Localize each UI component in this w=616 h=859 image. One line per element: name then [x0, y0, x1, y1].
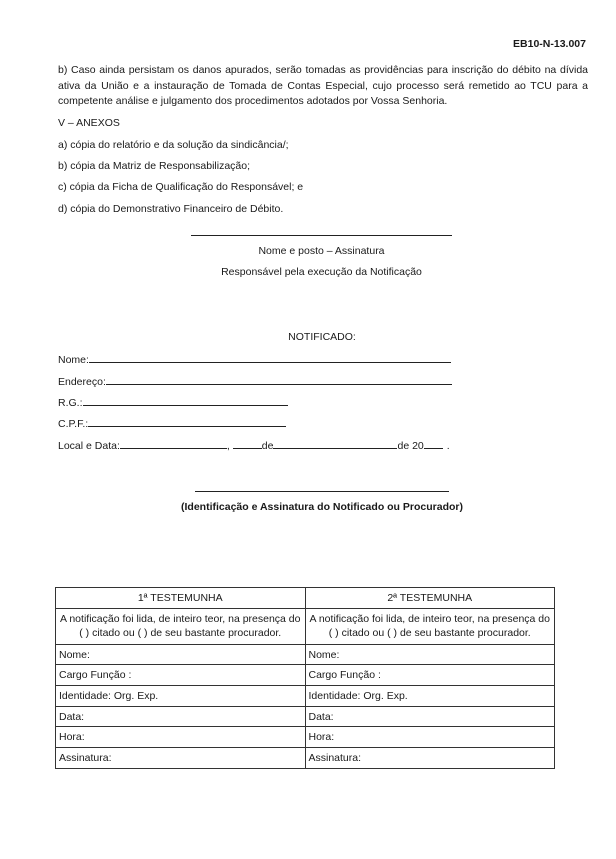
- witness-2-signature-cell[interactable]: Assinatura:: [305, 748, 555, 769]
- de-text-1: de: [261, 440, 274, 452]
- table-row: [56, 665, 555, 686]
- annex-item-d: d) cópia do Demonstrativo Financeiro de Débito.: [58, 203, 284, 215]
- table-row: [56, 644, 555, 665]
- witness-2-note: A notificação foi lida, de inteiro teor, na presença do ( ) citado ou ( ) de seu bastante procurador.: [305, 608, 555, 644]
- responsible-signature-line: [191, 235, 452, 236]
- responsible-name-rank: Nome e posto – Assinatura: [258, 245, 385, 257]
- annex-item-c: c) cópia da Ficha de Qualificação do Responsável; e: [58, 181, 304, 193]
- de-text-2: de 20: [397, 440, 424, 452]
- witness-1-name-cell[interactable]: Nome:: [56, 644, 306, 665]
- notified-cpf-field[interactable]: [58, 416, 286, 430]
- notified-name-field[interactable]: [58, 352, 451, 366]
- witness-2-name-cell[interactable]: Nome:: [305, 644, 555, 665]
- notified-cpf-label: C.P.F.:: [58, 418, 89, 430]
- notified-cpf-blank[interactable]: [88, 416, 286, 427]
- witness-2-title: 2ª TESTEMUNHA: [305, 588, 555, 609]
- notified-rg-field[interactable]: [58, 395, 288, 409]
- period-text: .: [446, 440, 450, 452]
- notified-title: NOTIFICADO:: [288, 331, 356, 343]
- witness-table: [55, 587, 555, 769]
- comma-text: ,: [226, 440, 230, 452]
- witness-2-role-cell[interactable]: Cargo Função :: [305, 665, 555, 686]
- notified-signature-line: [195, 491, 449, 492]
- paragraph-b: b) Caso ainda persistam os danos apurados, serão tomadas as providências para inscrição do débito na dívida ativa da União e a instauração de Tomada de Contas Especial, cujo processo será remetido ao TCU para a competente análise e julgamento dos procedimentos adotados por Vossa Senhoria.: [58, 64, 588, 107]
- annex-title: V – ANEXOS: [58, 117, 120, 129]
- table-row: [56, 748, 555, 769]
- witness-1-date-cell[interactable]: Data:: [56, 706, 306, 727]
- table-row: [56, 608, 555, 644]
- month-blank[interactable]: [273, 438, 397, 449]
- witness-2-date-cell[interactable]: Data:: [305, 706, 555, 727]
- notified-address-label: Endereço:: [58, 376, 106, 388]
- table-row: [56, 706, 555, 727]
- day-blank[interactable]: [233, 438, 262, 449]
- notified-address-field[interactable]: [58, 374, 452, 388]
- notified-rg-blank[interactable]: [83, 395, 288, 406]
- place-blank[interactable]: [120, 438, 227, 449]
- year-blank[interactable]: [424, 438, 443, 449]
- annex-item-b: b) cópia da Matriz de Responsabilização;: [58, 160, 251, 172]
- witness-2-id-cell[interactable]: Identidade: Org. Exp.: [305, 686, 555, 707]
- notified-name-label: Nome:: [58, 354, 89, 366]
- place-date-label: Local e Data:: [58, 440, 120, 452]
- witness-2-time-cell[interactable]: Hora:: [305, 727, 555, 748]
- notified-address-blank[interactable]: [106, 374, 452, 385]
- witness-1-role-cell[interactable]: Cargo Função :: [56, 665, 306, 686]
- table-row: [56, 588, 555, 609]
- notified-id-signature: (Identificação e Assinatura do Notificado ou Procurador): [181, 501, 463, 513]
- witness-1-note: A notificação foi lida, de inteiro teor, na presença do ( ) citado ou ( ) de seu bastante procurador.: [56, 608, 306, 644]
- table-row: [56, 727, 555, 748]
- notified-name-blank[interactable]: [89, 352, 451, 363]
- witness-1-id-cell[interactable]: Identidade: Org. Exp.: [56, 686, 306, 707]
- responsible-role: Responsável pela execução da Notificação: [221, 266, 422, 278]
- annex-item-a: a) cópia do relatório e da solução da sindicância/;: [58, 139, 289, 151]
- witness-1-time-cell[interactable]: Hora:: [56, 727, 306, 748]
- document-code: EB10-N-13.007: [513, 38, 586, 50]
- notified-place-date-field[interactable]: [58, 438, 450, 452]
- notified-rg-label: R.G.:: [58, 397, 83, 409]
- witness-1-title: 1ª TESTEMUNHA: [56, 588, 306, 609]
- table-row: [56, 686, 555, 707]
- witness-1-signature-cell[interactable]: Assinatura:: [56, 748, 306, 769]
